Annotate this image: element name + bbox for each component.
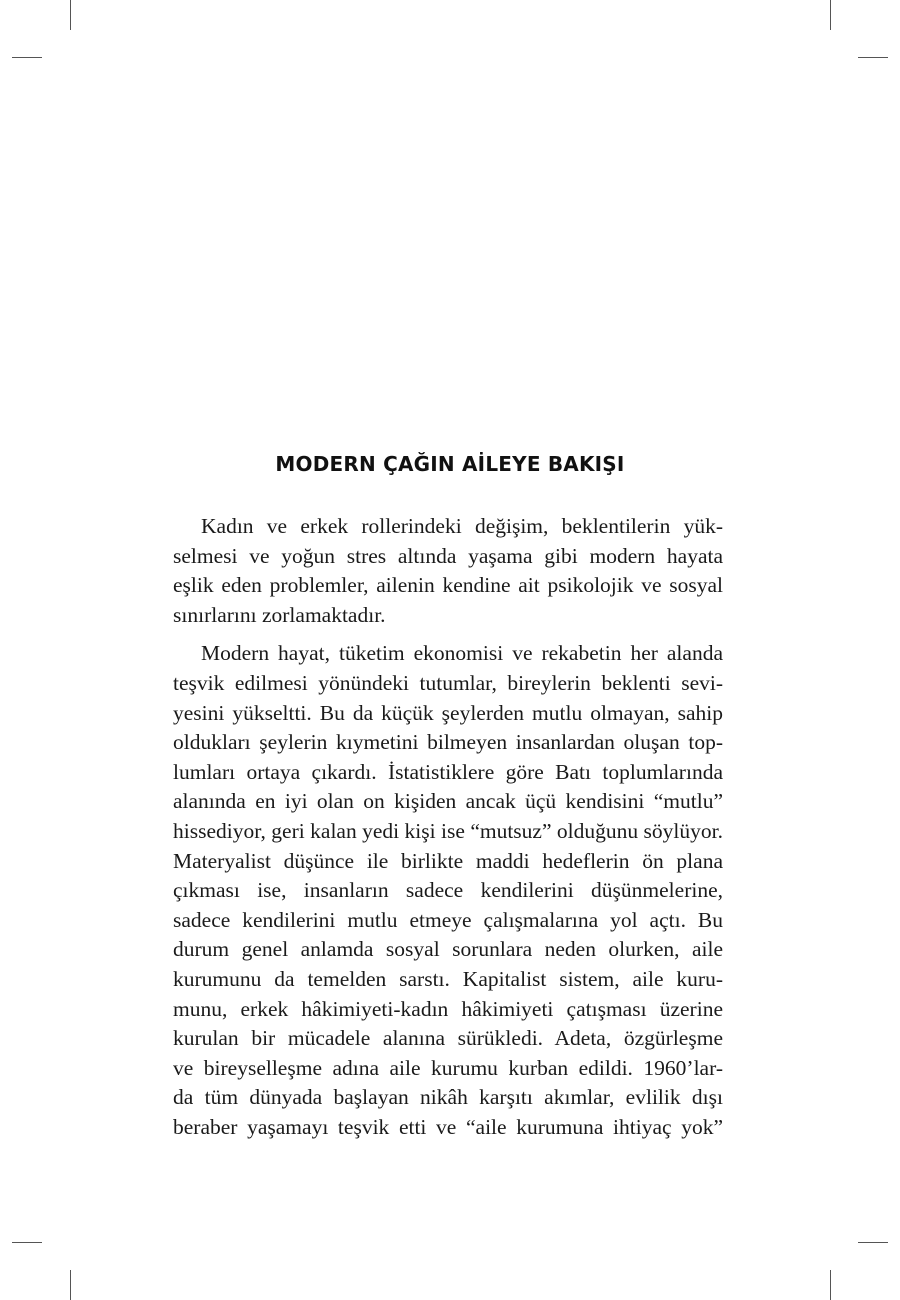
text-line: Kadın ve erkek rollerindeki değişim, beklentilerin yük- [201, 514, 723, 538]
body-text [173, 512, 723, 1151]
text-line: teşvik edilmesi yönündeki tutumlar, bireylerin beklenti sevi- [173, 670, 723, 695]
text-line: sınırlarını zorlamaktadır. [173, 602, 386, 627]
crop-mark-left-bottom [12, 1242, 42, 1243]
crop-mark-top-left [70, 0, 71, 30]
paragraph-2 [173, 639, 723, 1142]
text-line: çıkması ise, insanların sadece kendilerini düşünmelerine, [173, 878, 723, 903]
chapter-title: MODERN ÇAĞIN AİLEYE BAKIŞI [275, 452, 625, 476]
text-line: eşlik eden problemler, ailenin kendine ait psikolojik ve sosyal [173, 573, 723, 598]
text-line: selmesi ve yoğun stres altında yaşama gibi modern hayata [173, 543, 723, 568]
text-line: kurulan bir mücadele alanına sürükledi. Adeta, özgürleşme [173, 1026, 723, 1051]
text-line: beraber yaşamayı teşvik etti ve “aile kurumuna ihtiyaç yok” [173, 1114, 723, 1139]
text-line: Materyalist düşünce ile birlikte maddi hedeflerin ön plana [173, 848, 723, 873]
text-line: lumları ortaya çıkardı. İstatistiklere göre Batı toplumlarında [173, 759, 723, 784]
text-line: da tüm dünyada başlayan nikâh karşıtı akımlar, evlilik dışı [173, 1085, 723, 1110]
crop-mark-bottom-left [70, 1270, 71, 1300]
text-line: munu, erkek hâkimiyeti-kadın hâkimiyeti çatışması üzerine [173, 996, 723, 1021]
text-line: Modern hayat, tüketim ekonomisi ve rekabetin her alanda [201, 641, 723, 666]
text-line: sadece kendilerini mutlu etmeye çalışmalarına yol açtı. Bu [173, 907, 723, 932]
text-line: durum genel anlamda sosyal sorunlara neden olurken, aile [173, 937, 723, 962]
text-line: oldukları şeylerin kıymetini bilmeyen insanlardan oluşan top- [173, 730, 723, 755]
crop-mark-top-right [830, 0, 831, 30]
text-line: ve bireyselleşme adına aile kurumu kurban edildi. 1960’lar- [173, 1055, 723, 1080]
crop-mark-bottom-right [830, 1270, 831, 1300]
crop-mark-left-top [12, 57, 42, 58]
text-line: kurumunu da temelden sarstı. Kapitalist sistem, aile kuru- [173, 966, 723, 991]
paragraph-1 [173, 512, 723, 630]
crop-mark-right-top [858, 57, 888, 58]
text-line: hissediyor, geri kalan yedi kişi ise “mutsuz” olduğunu söylüyor. [173, 818, 723, 843]
text-line: yesini yükseltti. Bu da küçük şeylerden mutlu olmayan, sahip [173, 700, 723, 725]
crop-mark-right-bottom [858, 1242, 888, 1243]
text-line: alanında en iyi olan on kişiden ancak üçü kendisini “mutlu” [173, 789, 723, 814]
